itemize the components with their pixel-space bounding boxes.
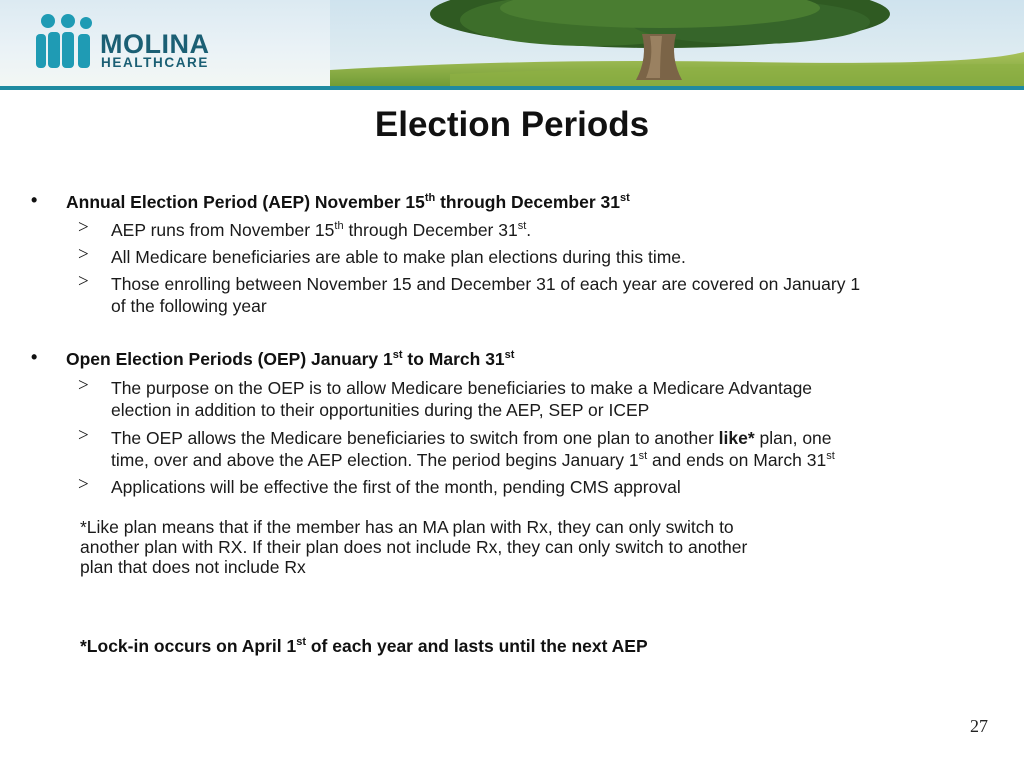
- bullet-icon: •: [31, 190, 38, 210]
- aep-item-3: Those enrolling between November 15 and December 31 of each year are covered on January 1 of the following year: [111, 274, 861, 316]
- sub-bullet-icon: >: [78, 217, 89, 238]
- header-banner: [0, 0, 1024, 88]
- oep-item-3: Applications will be effective the first of the month, pending CMS approval: [111, 477, 681, 497]
- oep-item-1: The purpose on the OEP is to allow Medicare beneficiaries to make a Medicare Advantage election in addition to their opportunities during the AEP, SEP or ICEP: [111, 378, 813, 420]
- slide-title: Election Periods: [374, 105, 650, 144]
- sub-bullet-icon: >: [78, 425, 89, 446]
- sub-bullet-icon: >: [78, 271, 89, 292]
- bullet-icon: •: [31, 347, 38, 367]
- molina-logo-icon: [34, 12, 98, 72]
- aep-item-1: AEP runs from November 15th through December 31st.: [111, 220, 532, 240]
- sub-bullet-icon: >: [78, 375, 89, 396]
- sub-bullet-icon: >: [78, 474, 89, 495]
- logo-subtext: HEALTHCARE: [101, 55, 209, 70]
- like-plan-note: *Like plan means that if the member has an MA plan with Rx, they can only switch to another plan with RX. If their plan does not include Rx, they can only switch to another plan that does not include Rx: [80, 517, 748, 577]
- oep-heading: Open Election Periods (OEP) January 1st to March 31st: [66, 349, 515, 369]
- lock-in-note: *Lock-in occurs on April 1st of each year and lasts until the next AEP: [80, 636, 648, 656]
- page-number: 27: [970, 716, 988, 736]
- logo-wordmark: MOLINA: [100, 29, 210, 59]
- tree-landscape-image: [330, 0, 1024, 88]
- header-accent-bar: [0, 86, 1024, 90]
- aep-item-2: All Medicare beneficiaries are able to make plan elections during this time.: [111, 247, 686, 267]
- sub-bullet-icon: >: [78, 244, 89, 265]
- oep-item-2: The OEP allows the Medicare beneficiaries to switch from one plan to another like* plan, one time, over and above the AEP election. The period begins January 1st and ends on March 31st: [111, 428, 835, 470]
- aep-heading: Annual Election Period (AEP) November 15th through December 31st: [66, 192, 630, 212]
